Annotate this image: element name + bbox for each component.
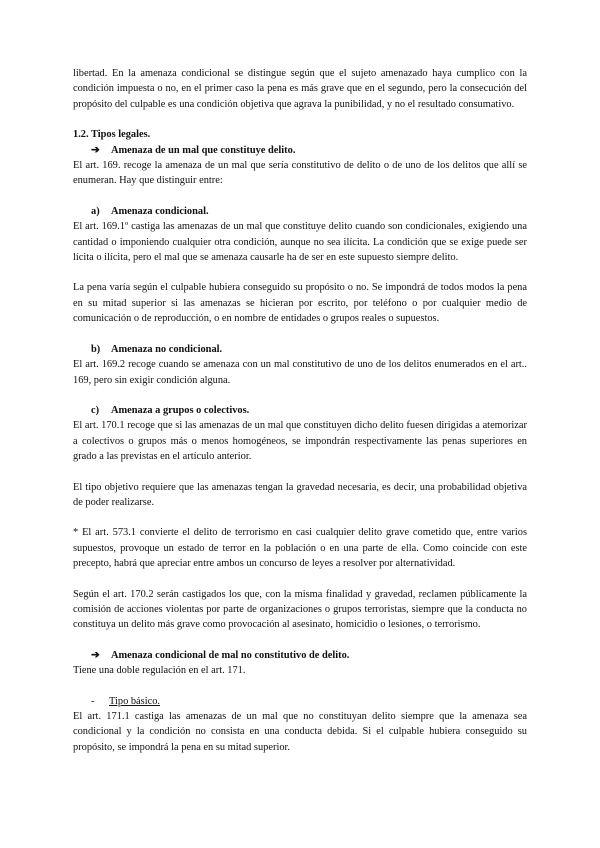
paragraph-art-169-1: El art. 169.1º castiga las amenazas de un mal que constituye delito cuando son condicionales, exigiendo una cantidad o imponiendo cualquier otra condición, aunque no sea ilícita. La condición que se exige puede ser lícita o ilícita, pero el mal que se amenaza causarle ha de ser en este supuesto siempre delito.	[73, 221, 527, 264]
subheading-amenaza-delito	[73, 143, 527, 158]
subheading-text: Amenaza no condicional.	[111, 343, 223, 355]
arrow-icon: ➔	[91, 144, 100, 156]
subheading-text: Tipo básico.	[109, 695, 160, 707]
paragraph-intro: libertad. En la amenaza condicional se distingue según que el sujeto amenazado haya cumplico con la condición impuesta o no, en el primer caso la pena es más grave que en el segundo, pero la consecución del propósito del culpable es una condición objetiva que agrava la punibilidad, y no el resultado consumativo.	[73, 68, 527, 110]
document-page	[73, 66, 527, 755]
dash-bullet: -	[91, 695, 95, 707]
paragraph-art-171-1: El art. 171.1 castiga las amenazas de un mal que no constituyan delito siempre que la amenaza sea condicional y la condición no consista en una conducta debida. Si el culpable hubiera conseguido su propósito, se impondrá la pena en su mitad superior.	[73, 711, 527, 753]
subheading-b	[73, 342, 527, 357]
paragraph-art-170-1: El art. 170.1 recoge que si las amenazas de un mal que constituyen dicho delito fuesen dirigidas a atemorizar a colectivos o grupos más o menos homogéneos, se impondrán respectivamente las penas superiores en grado a las previstas en el artículo anterior.	[73, 420, 527, 463]
list-label: c)	[91, 404, 100, 416]
list-label: a)	[91, 205, 100, 217]
section-heading-1-2: 1.2. Tipos legales.	[73, 129, 151, 141]
subheading-text: Amenaza condicional.	[111, 205, 209, 217]
subheading-text: Amenaza condicional de mal no constitutivo de delito.	[111, 649, 350, 661]
paragraph-art-171: Tiene una doble regulación en el art. 171.	[73, 665, 246, 677]
paragraph-art-170-2: Según el art. 170.2 serán castigados los que, con la misma finalidad y gravedad, reclamen públicamente la comisión de acciones violentas por parte de organizaciones o grupos terroristas, siempre que la conducta no constituya un delito más grave como provocación al asesinato, homicidio o lesiones, o terrorismo.	[73, 588, 527, 631]
subheading-text: Amenaza de un mal que constituye delito.	[111, 144, 296, 156]
paragraph-art-169-2: El art. 169.2 recoge cuando se amenaza con un mal constitutivo de uno de los delitos enumerados en el art.. 169, pero sin exigir condición alguna.	[73, 359, 527, 386]
paragraph-pena: La pena varía según el culpable hubiera conseguido su propósito o no. Se impondrá de todos modos la pena en su mitad superior si las amenazas se hicieran por escrito, por teléfono o por cualquier medio de comunicación o de reproducción, o en nombre de entidades o grupos reales o supuestos.	[73, 282, 527, 325]
subheading-tipo-basico	[73, 694, 527, 709]
subheading-text: Amenaza a grupos o colectivos.	[111, 404, 250, 416]
paragraph-art-573-1: * El art. 573.1 convierte el delito de terrorismo en casi cualquier delito grave cometido que, entre varios supuestos, provoque un estado de terror en la población o en una parte de ella. Como coincide con este precepto, habrá que apreciar entre ambos un concurso de leyes a resolver por alternatividad.	[73, 527, 527, 570]
subheading-a	[73, 204, 527, 219]
paragraph-tipo-objetivo: El tipo objetivo requiere que las amenazas tengan la gravedad necesaria, es decir, una probabilidad objetiva de poder realizarse.	[73, 481, 527, 508]
subheading-mal-no-delito	[73, 648, 527, 663]
list-label: b)	[91, 343, 101, 355]
arrow-icon: ➔	[91, 649, 100, 661]
subheading-c	[73, 403, 527, 418]
paragraph-art-169: El art. 169. recoge la amenaza de un mal que sería constitutivo de delito o de uno de los delitos que allí se enumeran. Hay que distinguir entre:	[73, 160, 527, 187]
